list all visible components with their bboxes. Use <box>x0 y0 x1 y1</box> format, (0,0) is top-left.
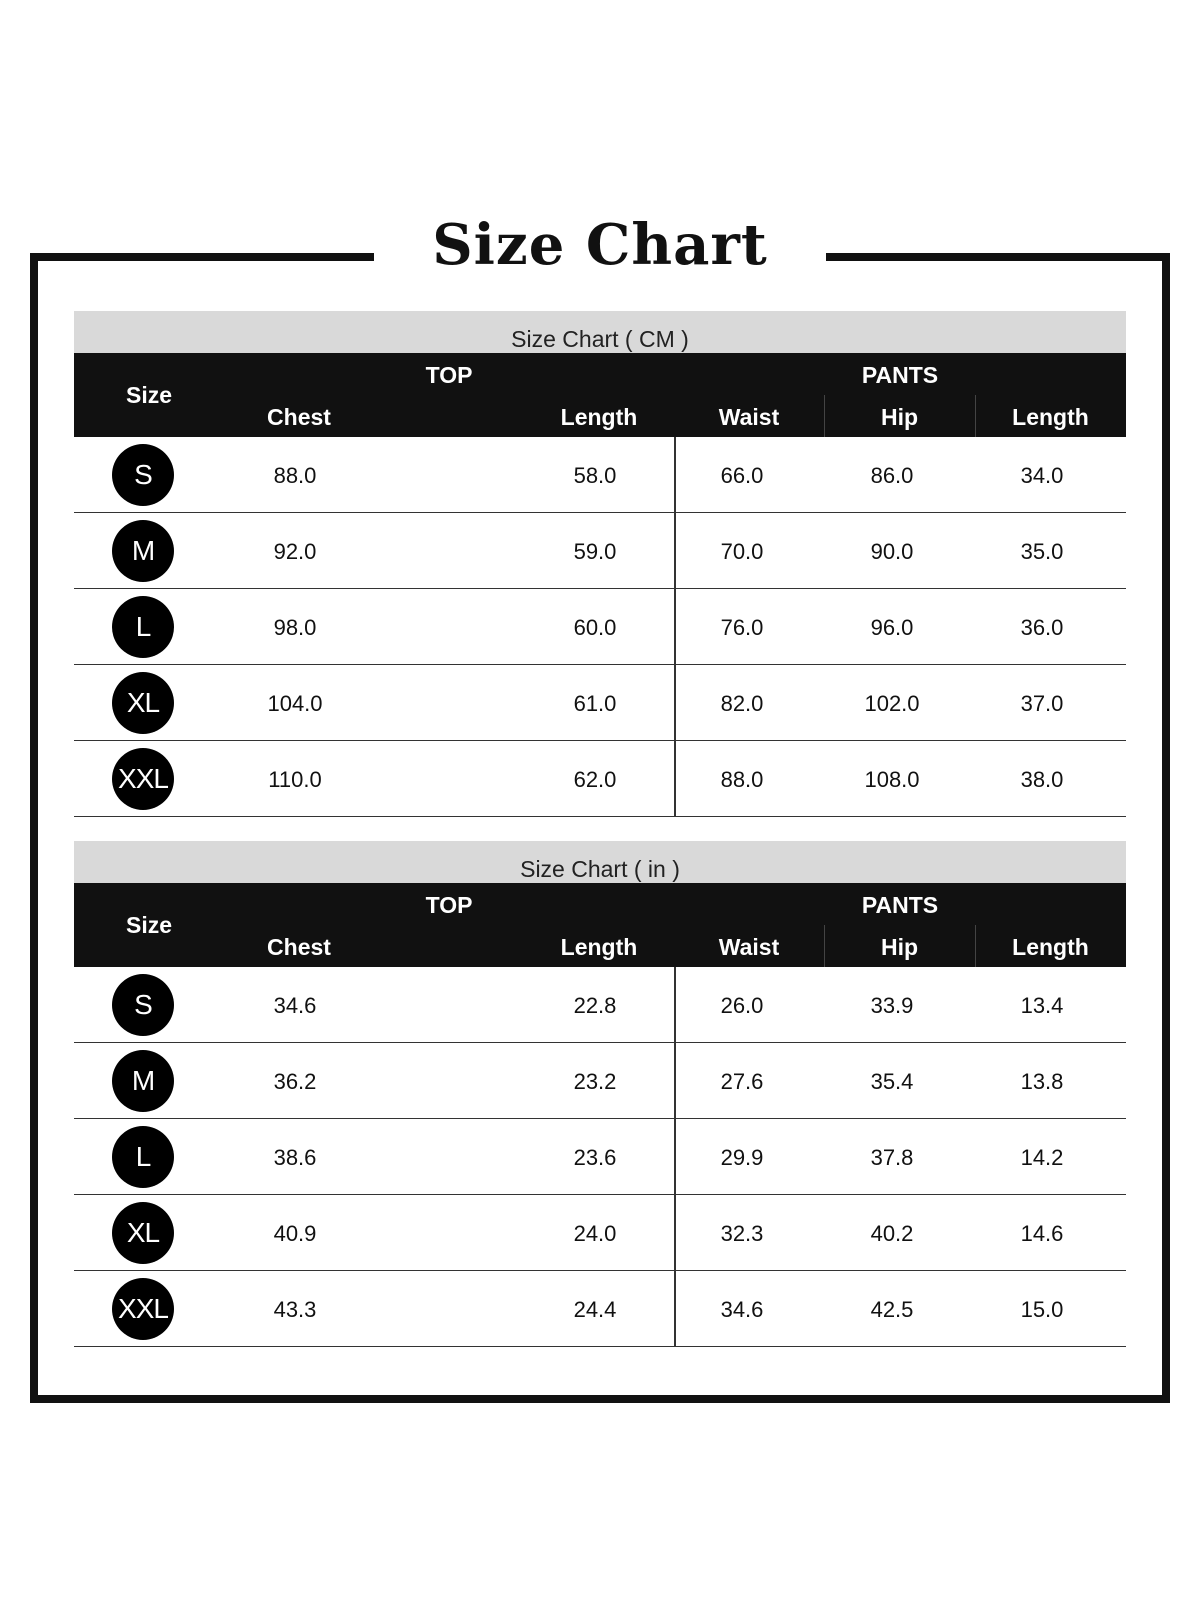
cell-waist: 29.9 <box>720 1145 764 1170</box>
header-top: TOP <box>425 892 473 918</box>
cell-waist: 34.6 <box>720 1297 764 1322</box>
cell-pants-length: 14.2 <box>1020 1145 1064 1170</box>
header-pants: PANTS <box>861 362 939 388</box>
table-row <box>74 437 1126 513</box>
table-row <box>74 665 1126 741</box>
cell-top-length: 24.4 <box>573 1297 617 1322</box>
cell-chest: 88.0 <box>273 463 317 488</box>
cell-top-length: 23.6 <box>573 1145 617 1170</box>
size-chart-in <box>74 841 1126 1347</box>
header-pants-length: Length <box>1012 404 1089 430</box>
cell-top-length: 59.0 <box>573 539 617 564</box>
header-chest: Chest <box>267 934 331 960</box>
cell-chest: 98.0 <box>273 615 317 640</box>
cell-waist: 66.0 <box>720 463 764 488</box>
size-badge: L <box>112 596 174 658</box>
cell-pants-length: 34.0 <box>1020 463 1064 488</box>
table-row <box>74 741 1126 817</box>
cell-chest: 40.9 <box>273 1221 317 1246</box>
cell-chest: 104.0 <box>267 691 323 716</box>
cell-chest: 36.2 <box>273 1069 317 1094</box>
cell-top-length: 62.0 <box>573 767 617 792</box>
table-row <box>74 967 1126 1043</box>
size-badge: XL <box>112 672 174 734</box>
header-size: Size <box>125 382 173 408</box>
cell-waist: 26.0 <box>720 993 764 1018</box>
header-top-length: Length <box>560 404 638 430</box>
cell-top-length: 24.0 <box>573 1221 617 1246</box>
cell-top-length: 58.0 <box>573 463 617 488</box>
header-hip: Hip <box>824 925 976 967</box>
cell-waist: 76.0 <box>720 615 764 640</box>
cell-hip: 37.8 <box>870 1145 914 1170</box>
cell-chest: 43.3 <box>273 1297 317 1322</box>
header-top-length: Length <box>560 934 638 960</box>
header-chest: Chest <box>267 404 331 430</box>
table-row <box>74 1271 1126 1347</box>
size-badge: XXL <box>112 748 174 810</box>
size-badge: S <box>112 974 174 1036</box>
cell-hip: 33.9 <box>870 993 914 1018</box>
cell-hip: 40.2 <box>870 1221 914 1246</box>
cell-hip: 102.0 <box>864 691 920 716</box>
size-badge: S <box>112 444 174 506</box>
page-title: Size Chart <box>432 212 768 278</box>
cell-pants-length: 36.0 <box>1020 615 1064 640</box>
size-badge: XL <box>112 1202 174 1264</box>
size-badge: L <box>112 1126 174 1188</box>
table-caption: Size Chart ( CM ) <box>74 311 1126 353</box>
cell-pants-length: 13.4 <box>1020 993 1064 1018</box>
cell-hip: 90.0 <box>870 539 914 564</box>
header-size: Size <box>125 912 173 938</box>
size-chart-cm <box>74 311 1126 817</box>
cell-top-length: 23.2 <box>573 1069 617 1094</box>
table-row <box>74 1195 1126 1271</box>
cell-hip: 42.5 <box>870 1297 914 1322</box>
cell-pants-length: 13.8 <box>1020 1069 1064 1094</box>
header-hip: Hip <box>824 395 976 437</box>
size-badge: M <box>112 520 174 582</box>
table-row <box>74 589 1126 665</box>
cell-pants-length: 15.0 <box>1020 1297 1064 1322</box>
cell-hip: 86.0 <box>870 463 914 488</box>
table-row <box>74 1119 1126 1195</box>
cell-pants-length: 38.0 <box>1020 767 1064 792</box>
cell-top-length: 61.0 <box>573 691 617 716</box>
table-row <box>74 1043 1126 1119</box>
cell-top-length: 60.0 <box>573 615 617 640</box>
cell-chest: 34.6 <box>273 993 317 1018</box>
cell-chest: 110.0 <box>268 767 322 792</box>
table-header <box>74 353 1126 437</box>
cell-hip: 96.0 <box>870 615 914 640</box>
size-badge: XXL <box>112 1278 174 1340</box>
cell-pants-length: 14.6 <box>1020 1221 1064 1246</box>
cell-pants-length: 37.0 <box>1020 691 1064 716</box>
cell-waist: 88.0 <box>720 767 764 792</box>
cell-waist: 27.6 <box>720 1069 764 1094</box>
header-pants-length: Length <box>1012 934 1089 960</box>
table-row <box>74 513 1126 589</box>
size-badge: M <box>112 1050 174 1112</box>
header-waist: Waist <box>674 395 825 437</box>
header-pants: PANTS <box>861 892 939 918</box>
header-top: TOP <box>425 362 473 388</box>
table-header <box>74 883 1126 967</box>
cell-chest: 92.0 <box>273 539 317 564</box>
cell-chest: 38.6 <box>273 1145 317 1170</box>
cell-waist: 82.0 <box>720 691 764 716</box>
cell-waist: 32.3 <box>720 1221 764 1246</box>
cell-pants-length: 35.0 <box>1020 539 1064 564</box>
cell-top-length: 22.8 <box>573 993 617 1018</box>
cell-waist: 70.0 <box>720 539 764 564</box>
table-caption: Size Chart ( in ) <box>74 841 1126 883</box>
header-waist: Waist <box>674 925 825 967</box>
cell-hip: 35.4 <box>870 1069 914 1094</box>
cell-hip: 108.0 <box>864 767 920 792</box>
